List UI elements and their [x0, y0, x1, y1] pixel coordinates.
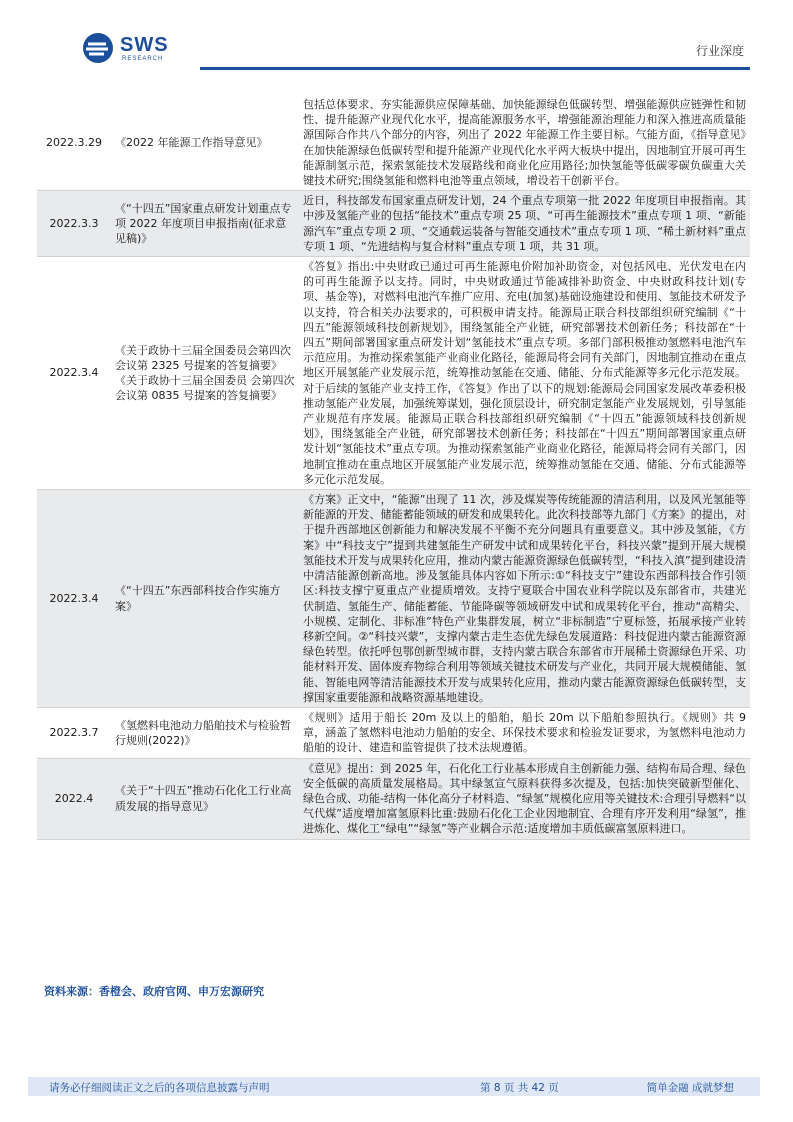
row-date: 2022.3.4: [37, 257, 111, 490]
row-content: 《方案》正文中，“能源”出现了 11 次，涉及煤炭等传统能源的清洁利用，以及风光氢能等新能源的开发、储能蓄能领域的研发和成果转化。此次科技部等九部门《方案》的提出，对于提升西部地区创新能力和解决发展不平衡不充分问题具有重要意义。其中涉及氢能，《方案》中“科技支宁”提到共建氢能生产研发中试和成果转化平台，科技兴蒙”提到开展大规模氢能技术开发与成果转化应用，推动内蒙古能源资源绿色低碳转型，“科技入滇”提到建设清中清洁能源创新高地。涉及氢能具体内容如下所示:①“科技支宁”建设东西部科技合作引领区:科技支撑宁夏重点产业提质增效。支持宁夏联合中国农业科学院以及东部省市，共建光伏制造、氢能生产、储能蓄能、节能降碳等领域研发中试和成果转化平台，推动“高精尖、小规模、定制化、非标准”特色产业集群发展，树立“非标制造”宁夏标签，拓展承接产业转移新空间。②“科技兴蒙”，支撑内蒙古走生态优先绿色发展道路：科技促进内蒙古能源资源绿色转型。依托呼包鄂创新型城市群，支持内蒙古联合东部省市开展稀土资源绿色开采、功能材料开发、固体废弃物综合利用等领域关键技术研发与产业化，共同开展大规模储能、氢能、智能电网等清洁能源技术开发与成果转化应用，推动内蒙古能源资源绿色低碳转型，支撑国家重要能源和战略资源基地建设。: [299, 490, 750, 708]
row-date: 2022.3.3: [37, 191, 111, 257]
slogan-text: 简单金融 成就梦想: [646, 1082, 734, 1094]
table-row: [37, 707, 750, 758]
policy-table: [37, 95, 750, 840]
policy-table-body: [37, 95, 750, 839]
page-footer: [28, 1077, 760, 1096]
row-document: 《“十四五”东西部科技合作实施方案》: [111, 490, 299, 708]
row-document: 《关于“十四五”推动石化化工行业高质发展的指导意见》: [111, 758, 299, 839]
row-date: 2022.3.29: [37, 95, 111, 191]
row-document: 《“十四五”国家重点研发计划重点专项 2022 年度项目申报指南(征求意见稿)》: [111, 191, 299, 257]
row-content: 《答复》指出:中央财政已通过可再生能源电价附加补助资金，对包括风电、光伏发电在内的可再生能源予以支持。同时，中央财政通过节能减排补助资金、中央财政科技计划(专项、基金等)，对燃料电池汽车推广应用、充电(加氢)基础设施建设和使用、氢能技术研发予以支持，符合相关办法要求的，可积极申请支持。能源局正联合科技部组织研究编制《“十四五”能源领域科技创新规划》，围绕氢能全产业链，研究部署技术创新任务；科技部在“十四五”期间部署国家重点研发计划“氢能技术”重点专项。多部门部积极推动氢燃料电池汽车示范应用。为推动探索氢能产业商业化路径，能源局将会同有关部门，因地制宜推动在重点地区开展氢能产业发展示范，统筹推动氢能在交通、储能、分布式能源等多元化示范发展。对于后续的氢能产业支持工作，《答复》作出了以下的规划:能源局会同国家发展改革委积极推动氢能产业发展，加强统筹谋划，强化顶层设计，研究制定氢能产业发展规划，引导氢能产业规范有序发展。能源局正联合科技部组织研究编制《“十四五”能源领域科技创新规划》，围绕氢能全产业链，研究部署技术创新任务；科技部在“十四五”期间部署国家重点研发计划“氢能技术”重点专项。为推动探索氢能产业商业化路径，能源局将会同有关部门，因地制宜推动在重点地区开展氢能产业发展示范，统筹推动氢能在交通、储能、分布式能源等多元化示范发展。: [299, 257, 750, 490]
table-row: [37, 191, 750, 257]
row-content: 《规则》适用于船长 20m 及以上的船舶，船长 20m 以下船舶参照执行。《规则》共 9 章，涵盖了氢燃料电池动力船舶的安全、环保技术要求和检验发证要求，为氢燃料电池动力船舶的设计、建造和监管提供了技术法规遵循。: [299, 707, 750, 758]
disclaimer-text: 请务必仔细阅读正文之后的各项信息披露与声明: [49, 1082, 270, 1094]
header-divider: [200, 67, 750, 70]
sws-logo-icon: [82, 32, 114, 64]
table-row: [37, 758, 750, 839]
table-row: [37, 490, 750, 708]
row-content: 包括总体要求、夯实能源供应保障基础、加快能源绿色低碳转型、增强能源供应链弹性和韧性、提升能源产业现代化水平，提高能源服务水平，增强能源治理能力和深入推进高质量能源国际合作共八个部分的内容，列出了 2022 年能源工作主要目标。气能方面，《指导意见》在加快能源绿色低碳转型和提升能源产业现代化水平两大板块中提出，因地制宜开展可再生能源制氢示范，探索氢能技术发展路线和商业化应用路径;加快氢能等低碳零碳负碳重大关键技术研究;围绕氢能和燃料电池等重点领域，增设若干创新平台。: [299, 95, 750, 191]
row-date: 2022.4: [37, 758, 111, 839]
table-row: [37, 95, 750, 191]
row-document: 《氢燃料电池动力船舶技术与检验暂行规则(2022)》: [111, 707, 299, 758]
logo-subtext: RESEARCH: [122, 56, 164, 62]
row-date: 2022.3.4: [37, 490, 111, 708]
page-header: [0, 0, 793, 70]
report-category-tag: 行业深度: [695, 44, 744, 58]
row-document: 《2022 年能源工作指导意见》: [111, 95, 299, 191]
row-content: 《意见》提出：到 2025 年，石化化工行业基本形成自主创新能力强、结构布局合理、绿色安全低碳的高质量发展格局。其中绿氢宣气原料获得多次提及，包括:加快突破新型催化、绿色合成、功能-结构一体化高分子材料造、“绿氢”规模化应用等关键技术:合理引导燃料“以气代煤”适度增加富氢原料比重:鼓励石化化工企业因地制宜、合理有序开发利用“绿氢”，推进炼化、煤化工“绿电”“绿氢”等产业耦合示范:适度增加丰质低碳富氢原料进口。: [299, 758, 750, 839]
source-note: 资料来源：香橙会、政府官网、申万宏源研究: [44, 985, 264, 998]
row-date: 2022.3.7: [37, 707, 111, 758]
page-number: 第 8 页 共 42 页: [480, 1082, 559, 1094]
table-row: [37, 257, 750, 490]
logo-text: SWS: [120, 34, 169, 56]
row-document: 《关于政协十三届全国委员会第四次会议第 2325 号提案的答复摘要》《关于政协十三届全国委员 会第四次会议第 0835 号提案的答复摘要》: [111, 257, 299, 490]
row-content: 近日，科技部发布国家重点研发计划，24 个重点专项第一批 2022 年度项目申报指南。其中涉及氢能产业的包括“能技术”重点专项 25 项、“可再生能源技术”重点专项 1 项、“新能源汽车”重点专项 2 项、“交通载运装备与智能交通技术”重点专项 1 项、“稀土新材料”重点专项 1 项、“先进结构与复合材料”重点专项 1 项，共 31 项。: [299, 191, 750, 257]
